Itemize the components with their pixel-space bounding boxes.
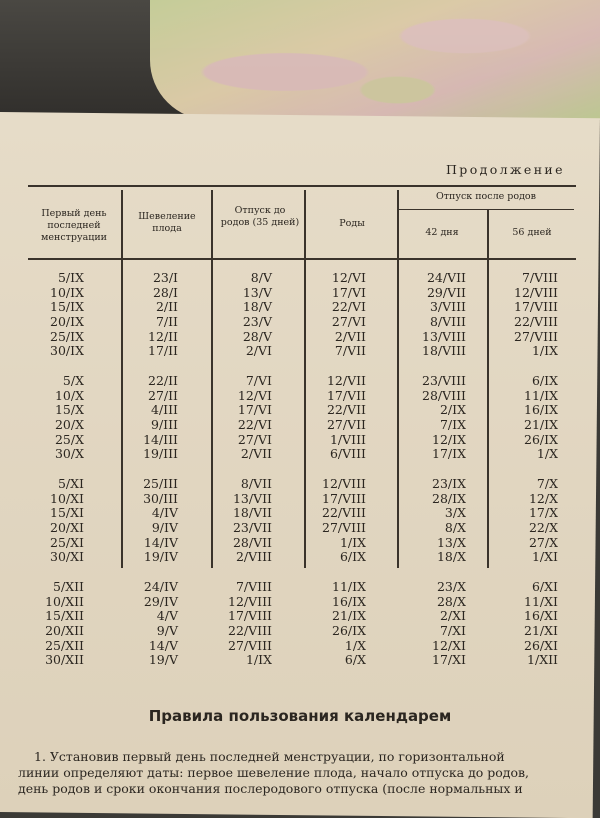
table-cell: 13/VIII [422,328,466,344]
table-cell: 21/IX [332,608,366,624]
header-42-days: 42 дня [425,227,459,238]
table-cell: 1/X [344,637,366,653]
table-cell: 10/XII [45,593,84,609]
table-cell: 30/XI [50,549,84,565]
table-cell: 12/VI [331,270,366,285]
table-cell: 23/IX [432,476,466,491]
table-cell: 2/IX [439,402,466,418]
table-cell: 1/VIII [329,431,366,447]
table-cell: 28/IX [432,490,466,506]
header-bottom-rule [28,258,576,260]
table-cell: 23/V [242,314,272,330]
table-cell: 11/IX [524,387,558,403]
continuation-label: Продолжение [446,162,565,177]
table-cell: 12/VIII [322,476,366,491]
table-cell: 27/VI [331,314,366,330]
table-cell: 23/I [152,270,178,285]
table-cell: 5/XI [57,476,84,491]
table-cell: 25/XI [50,534,84,550]
table-cell: 12/VIII [228,593,272,609]
table-cell: 9/V [156,623,178,639]
table-cell: 21/IX [524,417,558,433]
table-cell: 25/X [54,431,84,447]
table-cell: 30/IX [50,343,84,359]
table-cell: 8/VIII [429,314,466,330]
header-leave-before-birth: Отпуск до родов (35 дней) [220,205,300,228]
table-cell: 3/X [444,505,466,521]
header-fetal-movement: Шевеление плода [138,211,196,234]
group-4-after-42 [406,580,466,668]
table-cell: 20/XI [50,520,84,536]
table-cell: 8/VII [240,476,272,491]
table-cell: 1/IX [245,652,272,668]
table-cell: 19/III [143,446,178,462]
table-cell: 22/VI [237,417,272,433]
table-cell: 14/IV [143,534,178,550]
table-cell: 14/V [148,637,178,653]
table-cell: 8/X [444,520,466,536]
table-cell: 13/V [242,284,272,300]
table-cell: 2/VII [240,446,272,462]
header-56-days: 56 дней [512,227,552,238]
table-cell: 17/XI [432,652,466,668]
table-cell: 7/II [155,314,178,330]
table-cell: 4/III [151,402,178,418]
table-cell: 23/X [436,579,466,594]
table-cell: 2/II [155,299,178,315]
group-4-menstruation [36,580,84,668]
table-cell: 27/VIII [514,328,558,344]
table-cell: 28/VII [232,534,272,550]
table-cell: 6/XI [531,579,558,594]
header-birth: Роды [339,218,365,229]
table-cell: 2/VII [334,328,366,344]
group-3-birth [310,477,366,565]
table-cell: 17/VI [331,284,366,300]
table-top-rule [28,185,576,187]
table-cell: 7/IX [439,417,466,433]
table-cell: 16/IX [524,402,558,418]
group-2-after-56 [496,374,558,462]
table-cell: 6/IX [531,373,558,388]
group-1-after-56 [496,271,558,359]
group-3-after-56 [496,477,558,565]
table-cell: 25/III [143,476,178,491]
table-cell: 17/X [528,505,558,521]
table-cell: 9/IV [151,520,178,536]
table-cell: 26/IX [332,623,366,639]
table-cell: 11/IX [332,579,366,594]
table-cell: 10/XI [50,490,84,506]
group-3-after-42 [406,477,466,565]
table-cell: 6/IX [339,549,366,565]
table-cell: 26/IX [524,431,558,447]
table-cell: 22/VIII [322,505,366,521]
table-cell: 27/VIII [228,637,272,653]
header-leave-after-birth: Отпуск после родов [435,191,536,202]
table-cell: 28/VIII [422,387,466,403]
column-divider-1 [121,190,123,568]
table-cell: 17/VII [326,387,366,403]
group-1-movement [134,271,178,359]
table-cell: 15/IX [50,299,84,315]
table-cell: 2/VI [245,343,272,359]
table-cell: 6/VIII [329,446,366,462]
table-cell: 30/XII [45,652,84,668]
table-cell: 27/II [148,387,178,403]
group-3-leave-before [218,477,272,565]
table-cell: 20/X [54,417,84,433]
table-cell: 29/VII [426,284,466,300]
rules-heading: Правила пользования календарем [148,707,452,725]
table-cell: 30/X [54,446,84,462]
table-cell: 2/XI [439,608,466,624]
group-1-birth [310,271,366,359]
group-1-after-42 [406,271,466,359]
table-cell: 15/XI [50,505,84,521]
table-cell: 22/VIII [228,623,272,639]
table-cell: 17/II [148,343,178,359]
table-cell: 4/IV [151,505,178,521]
table-cell: 25/IX [50,328,84,344]
table-cell: 24/VII [426,270,466,285]
table-cell: 22/VI [331,299,366,315]
table-cell: 28/V [242,328,272,344]
table-cell: 20/XII [45,623,84,639]
table-cell: 22/VII [326,402,366,418]
table-cell: 28/X [436,593,466,609]
table-cell: 12/IX [432,431,466,447]
group-4-after-56 [496,580,558,668]
after-birth-subheader-rule [398,209,574,210]
table-cell: 27/X [528,534,558,550]
table-cell: 13/X [436,534,466,550]
table-cell: 5/X [62,373,84,388]
table-cell: 1/IX [531,343,558,359]
table-cell: 18/X [436,549,466,565]
table-cell: 7/VI [245,373,272,388]
table-cell: 22/II [148,373,178,388]
table-cell: 16/IX [332,593,366,609]
table-cell: 7/VIII [521,270,558,285]
table-cell: 17/VIII [514,299,558,315]
group-3-menstruation [36,477,84,565]
group-2-leave-before [218,374,272,462]
table-cell: 11/XI [524,593,558,609]
table-cell: 7/VII [334,343,366,359]
table-cell: 18/V [242,299,272,315]
table-cell: 13/VII [232,490,272,506]
table-cell: 5/IX [57,270,84,285]
table-cell: 17/VIII [228,608,272,624]
rules-paragraph-line-3: день родов и сроки окончания послеродового отпуска (после нормальных и [18,781,523,796]
table-cell: 20/IX [50,314,84,330]
table-cell: 29/IV [143,593,178,609]
table-cell: 12/VI [237,387,272,403]
table-cell: 23/VII [232,520,272,536]
table-cell: 12/VII [326,373,366,388]
rules-paragraph-line-2: линии определяют даты: первое шевеление плода, начало отпуска до родов, [18,765,530,780]
table-cell: 1/IX [339,534,366,550]
group-1-menstruation [36,271,84,359]
table-cell: 15/XII [45,608,84,624]
table-cell: 27/VII [326,417,366,433]
table-cell: 9/III [151,417,178,433]
table-cell: 27/VI [237,431,272,447]
table-cell: 12/VIII [514,284,558,300]
table-cell: 7/VIII [235,579,272,594]
rules-paragraph-line-1: 1. Установив первый день последней менструации, по горизонтальной [34,749,505,764]
table-cell: 15/X [54,402,84,418]
group-2-movement [134,374,178,462]
table-cell: 24/IV [143,579,178,594]
group-4-leave-before [218,580,272,668]
table-cell: 16/XI [524,608,558,624]
table-cell: 17/IX [432,446,466,462]
table-cell: 22/X [528,520,558,536]
table-cell: 30/III [143,490,178,506]
table-cell: 19/V [148,652,178,668]
table-cell: 12/II [148,328,178,344]
table-cell: 21/XI [524,623,558,639]
table-cell: 7/XI [439,623,466,639]
table-cell: 18/VIII [422,343,466,359]
table-cell: 26/XI [524,637,558,653]
table-cell: 19/IV [143,549,178,565]
group-3-movement [134,477,178,565]
table-cell: 18/VII [232,505,272,521]
table-cell: 7/X [536,476,558,491]
group-2-menstruation [36,374,84,462]
table-cell: 17/VI [237,402,272,418]
group-4-movement [134,580,178,668]
group-1-leave-before [218,271,272,359]
column-divider-2 [211,190,213,568]
header-last-menstruation: Первый день последней менструации [40,208,108,243]
table-cell: 10/X [54,387,84,403]
table-cell: 8/V [250,270,272,285]
table-cell: 1/XI [531,549,558,565]
group-4-birth [310,580,366,668]
table-cell: 1/XII [527,652,558,668]
table-cell: 6/X [344,652,366,668]
table-cell: 5/XII [53,579,84,594]
table-cell: 4/V [156,608,178,624]
table-cell: 14/III [143,431,178,447]
table-cell: 23/VIII [422,373,466,388]
table-cell: 3/VIII [429,299,466,315]
table-cell: 28/I [152,284,178,300]
table-cell: 27/VIII [322,520,366,536]
table-cell: 25/XII [45,637,84,653]
column-divider-3 [304,190,306,568]
table-cell: 22/VIII [514,314,558,330]
column-divider-4 [397,190,399,568]
table-cell: 10/IX [50,284,84,300]
table-cell: 17/VIII [322,490,366,506]
group-2-birth [310,374,366,462]
table-cell: 12/XI [432,637,466,653]
group-2-after-42 [406,374,466,462]
table-cell: 2/VIII [235,549,272,565]
column-divider-5 [487,210,489,568]
table-cell: 12/X [528,490,558,506]
table-cell: 1/X [536,446,558,462]
